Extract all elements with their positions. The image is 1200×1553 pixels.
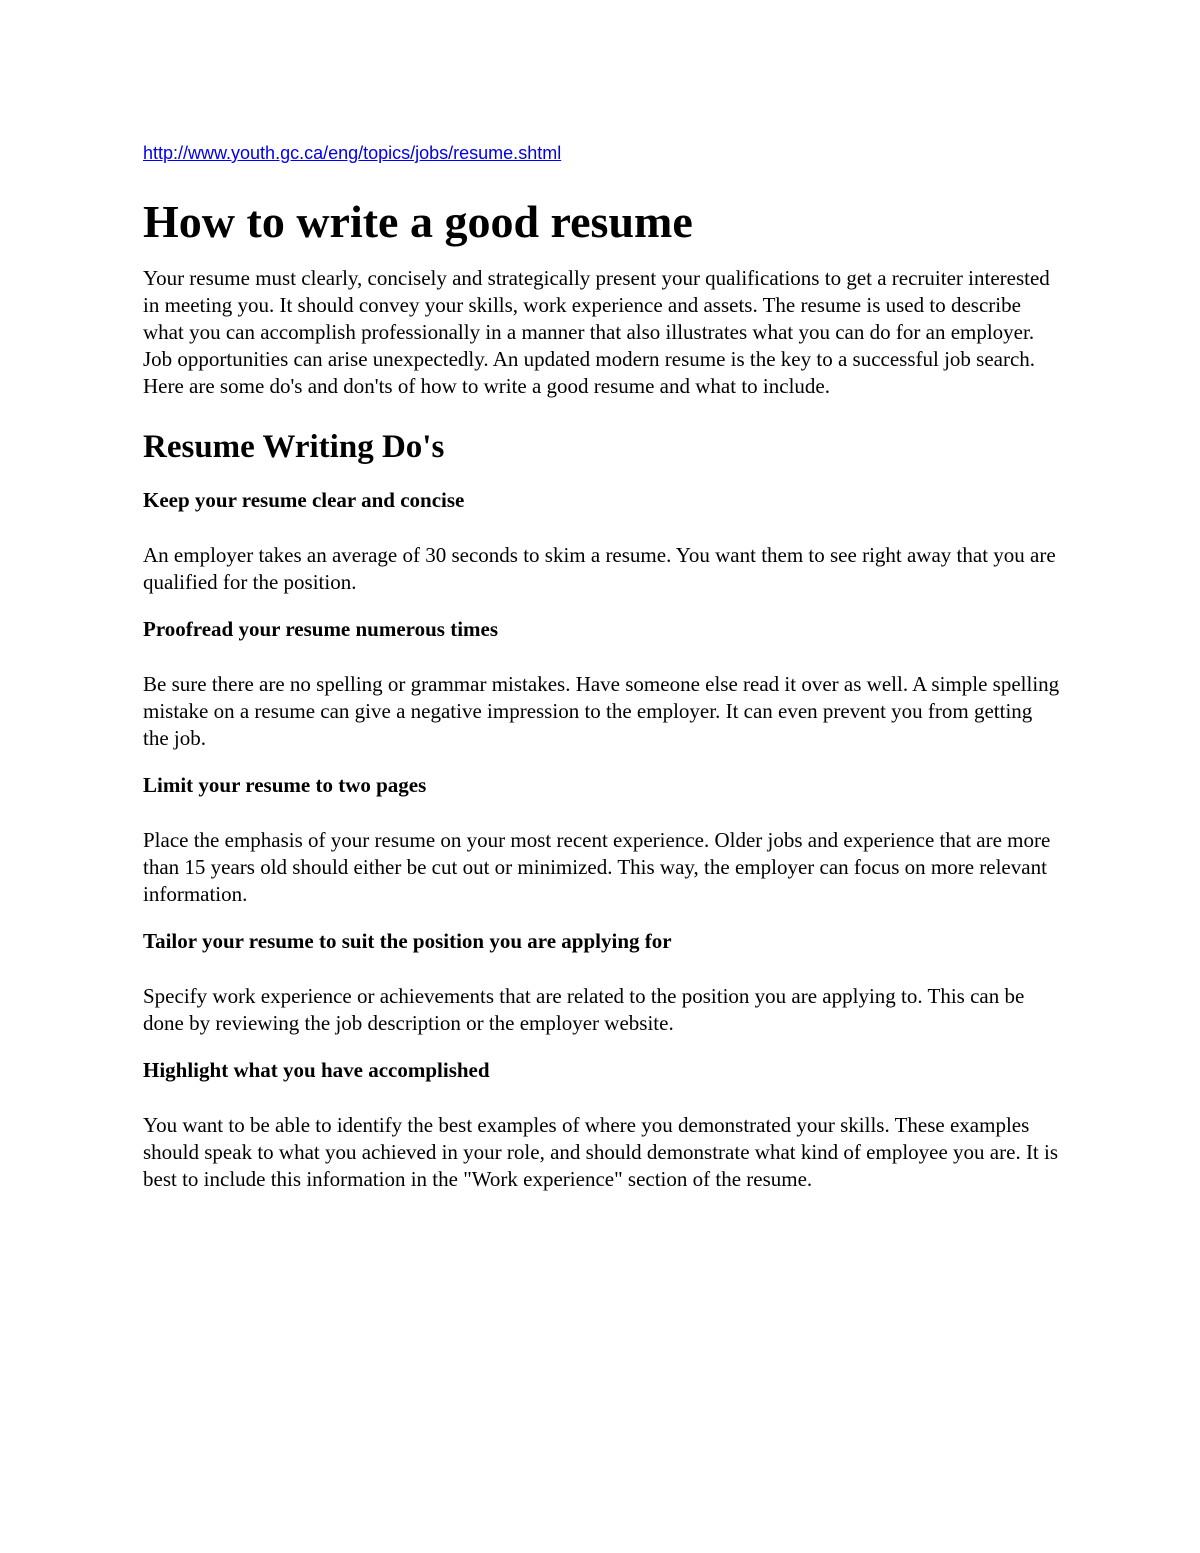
intro-paragraph: Your resume must clearly, concisely and strategically present your qualifications to get a recruiter interested in meeting you. It should convey your skills, work experience and assets. The resume is used to describe what you can accomplish professionally in a manner that also illustrates what you can do for an employer. Job opportunities can arise unexpectedly. An updated modern resume is the key to a successful job search. Here are some do's and don'ts of how to write a good resume and what to include. <box>143 266 1050 398</box>
document-page <box>143 138 1063 1193</box>
tip-highlight <box>143 1057 1063 1193</box>
tip-heading: Proofread your resume numerous times <box>143 617 499 641</box>
tip-limit-pages <box>143 772 1063 908</box>
source-link[interactable]: http://www.youth.gc.ca/eng/topics/jobs/resume.shtml <box>143 143 562 163</box>
tip-text: Specify work experience or achievements that are related to the position you are applying to. This can be done by reviewing the job description or the employer website. <box>143 984 1025 1035</box>
tip-text: Place the emphasis of your resume on your most recent experience. Older jobs and experience that are more than 15 years old should either be cut out or minimized. This way, the employer can focus on more relevant information. <box>143 828 1051 906</box>
tip-heading: Highlight what you have accomplished <box>143 1058 490 1082</box>
tip-heading: Keep your resume clear and concise <box>143 488 465 512</box>
section-title: Resume Writing Do's <box>143 429 445 465</box>
tip-heading: Tailor your resume to suit the position you are applying for <box>143 929 672 953</box>
tip-keep-concise <box>143 487 1063 596</box>
tip-text: Be sure there are no spelling or grammar mistakes. Have someone else read it over as well. A simple spelling mistake on a resume can give a negative impression to the employer. It can even prevent you from getting the job. <box>143 672 1060 750</box>
tip-text: You want to be able to identify the best examples of where you demonstrated your skills. These examples should speak to what you achieved in your role, and should demonstrate what kind of employee you are. It is best to include this information in the "Work experience" section of the resume. <box>143 1113 1059 1191</box>
tip-heading: Limit your resume to two pages <box>143 773 427 797</box>
tip-proofread <box>143 616 1063 752</box>
tip-text: An employer takes an average of 30 seconds to skim a resume. You want them to see right away that you are qualified for the position. <box>143 543 1056 594</box>
page-title: How to write a good resume <box>143 196 693 247</box>
tip-tailor <box>143 928 1063 1037</box>
